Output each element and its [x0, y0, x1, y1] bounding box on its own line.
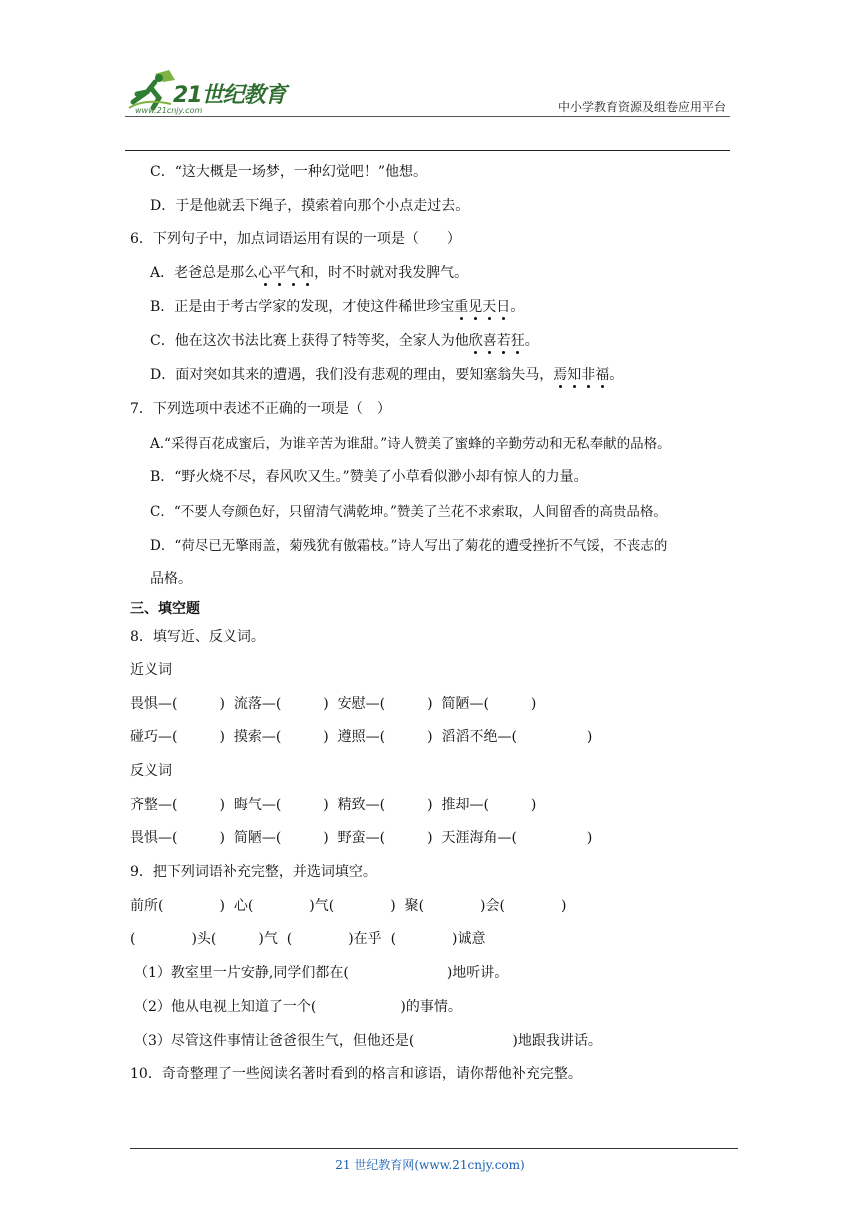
q9-sentence-1: （1）教室里一片安静,同学们都在( )地听讲。 [134, 965, 509, 981]
q6-a-text-end: ，时不时就对我发脾气。 [314, 265, 469, 281]
section-title-fill-in: 三、填空题 [130, 601, 200, 617]
q6-option-d [150, 364, 623, 384]
emphasis-dot-char: 福 [595, 367, 610, 383]
q6-b-text-end: 。 [510, 299, 525, 315]
q7-stem: 7．下列选项中表述不正确的一项是（ ） [130, 401, 391, 417]
emphasis-dot-char: 知 [567, 367, 582, 383]
header-divider [125, 116, 730, 117]
q6-b-text: B．正是由于考古学家的发现，才使这件稀世珍宝 [150, 299, 455, 315]
page-header [125, 66, 730, 152]
emphasis-dot-char: 气 [286, 265, 301, 281]
emphasis-dot-char: 欣 [468, 333, 483, 349]
emphasis-dot-char: 若 [496, 333, 511, 349]
q8-antonym-row-1: 齐整—( ) 晦气—( ) 精致—( ) 推却—( ) [130, 797, 537, 813]
q9-stem: 9．把下列词语补充完整，并选词填空。 [130, 864, 377, 880]
q7-option-a: A.“采得百花成蜜后，为谁辛苦为谁甜。”诗人赞美了蜜蜂的辛勤劳动和无私奉献的品格。 [150, 436, 671, 452]
header-divider-bottom [125, 150, 730, 151]
emphasis-dot-char: 重 [454, 299, 469, 315]
q6-option-a [150, 262, 468, 282]
q6-a-dotted-word [258, 265, 314, 281]
q7-option-d-cont: 品格。 [150, 571, 192, 587]
emphasis-dot-char: 天 [482, 299, 497, 315]
q10-stem: 10．奇奇整理了一些阅读名著时看到的格言和谚语，请你帮他补充完整。 [130, 1066, 582, 1082]
emphasis-dot-char: 非 [581, 367, 596, 383]
q7-option-d: D．“荷尽已无擎雨盖，菊残犹有傲霜枝。”诗人写出了菊花的遭受挫折不气馁，不丧志的 [150, 538, 668, 554]
platform-tagline: 中小学教育资源及组卷应用平台 [557, 100, 726, 114]
logo-text: 21世纪教育 [173, 83, 286, 108]
q9-sentence-2: （2）他从电视上知道了一个( )的事情。 [134, 999, 462, 1015]
emphasis-dot-char: 心 [258, 265, 273, 281]
q7-option-b: B．“野火烧不尽，春风吹又生。”赞美了小草看似渺小却有惊人的力量。 [150, 469, 588, 485]
q6-d-text: D．面对突如其来的遭遇，我们没有悲观的理由，要知塞翁失马， [150, 367, 554, 383]
footer-link[interactable]: 21 世纪教育网(www.21cnjy.com) [335, 1158, 525, 1172]
logo-url: www.21cnjy.com [135, 106, 203, 115]
q8-synonym-row-2: 碰巧—( ) 摸索—( ) 遵照—( ) 滔滔不绝—( ) [130, 729, 593, 745]
emphasis-dot-char: 喜 [482, 333, 497, 349]
q8-synonym-row-1: 畏惧—( ) 流落—( ) 安慰—( ) 简陋—( ) [130, 696, 537, 712]
q5-option-c: C．“这大概是一场梦，一种幻觉吧！”他想。 [150, 164, 428, 180]
q6-c-text: C．他在这次书法比赛上获得了特等奖，全家人为他 [150, 333, 469, 349]
q6-b-dotted-word [454, 299, 510, 315]
q6-d-dotted-word [553, 367, 609, 383]
q6-d-text-end: 。 [609, 367, 624, 383]
emphasis-dot-char: 见 [468, 299, 483, 315]
q6-stem: 6．下列句子中，加点词语运用有误的一项是（ ） [130, 231, 461, 247]
q6-option-c [150, 330, 539, 350]
q9-word-row-1: 前所( ) 心( )气( ) 聚( )会( ) [130, 898, 567, 914]
q6-option-b [150, 296, 524, 316]
q8-antonym-label: 反义词 [130, 763, 172, 779]
emphasis-dot-char: 和 [300, 265, 315, 281]
emphasis-dot-char: 日 [496, 299, 511, 315]
emphasis-dot-char: 平 [272, 265, 287, 281]
footer-divider [130, 1148, 738, 1149]
q8-antonym-row-2: 畏惧—( ) 简陋—( ) 野蛮—( ) 天涯海角—( ) [130, 830, 593, 846]
emphasis-dot-char: 焉 [553, 367, 568, 383]
q9-sentence-3: （3）尽管这件事情让爸爸很生气，但他还是( )地跟我讲话。 [134, 1033, 602, 1049]
q7-option-c: C．“不要人夸颜色好，只留清气满乾坤。”赞美了兰花不求索取，人间留香的高贵品格。 [150, 504, 667, 520]
q6-c-text-end: 。 [524, 333, 539, 349]
q6-c-dotted-word [469, 333, 525, 349]
q9-word-row-2: ( )头( )气 ( )在乎 ( )诚意 [130, 931, 486, 947]
q8-synonym-label: 近义词 [130, 662, 172, 678]
q6-a-text: A．老爸总是那么 [150, 265, 259, 281]
q5-option-d: D．于是他就丢下绳子，摸索着向那个小点走过去。 [150, 198, 470, 214]
q8-stem: 8．填写近、反义词。 [130, 629, 265, 645]
logo [125, 66, 295, 122]
emphasis-dot-char: 狂 [510, 333, 525, 349]
